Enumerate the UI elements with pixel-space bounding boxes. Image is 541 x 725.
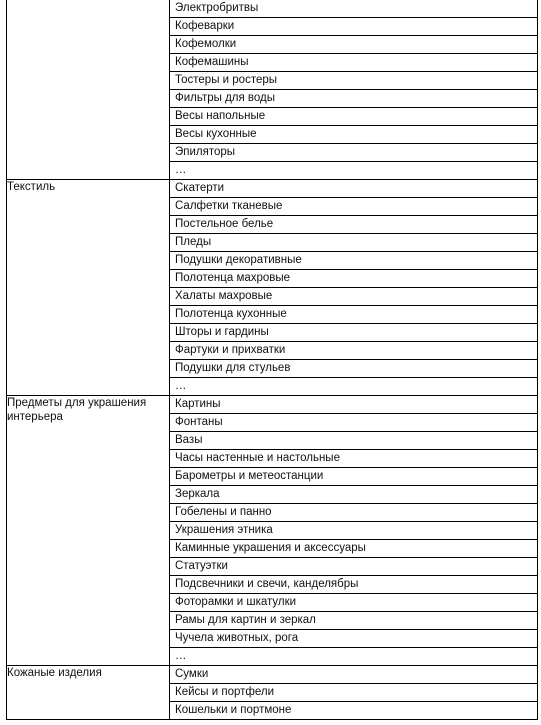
item-row: Постельное белье [170, 215, 537, 233]
item-row: Подушки декоративные [170, 251, 537, 269]
item-row: Рамы для картин и зеркал [170, 611, 537, 629]
category-cell [7, 180, 170, 396]
item-row: Весы напольные [170, 107, 537, 125]
item-row: Каминные украшения и аксессуары [170, 539, 537, 557]
item-row: Кофемашины [170, 53, 537, 71]
item-row: Украшения этника [170, 521, 537, 539]
item-row: Шторы и гардины [170, 323, 537, 341]
item-row: Тостеры и ростеры [170, 71, 537, 89]
category-group-row [7, 396, 538, 666]
item-row: Сумки [175, 668, 209, 680]
category-cell [7, 666, 170, 720]
items-cell [170, 180, 538, 396]
item-row: Статуэтки [170, 557, 537, 575]
category-group-row [7, 666, 538, 720]
item-row: Подушки для стульев [170, 359, 537, 377]
item-row: Кошельки и портмоне [170, 701, 537, 719]
item-row: Кейсы и портфели [170, 683, 537, 701]
items-cell [170, 396, 538, 666]
item-row: Барометры и метеостанции [170, 467, 537, 485]
item-row: Скатерти [175, 182, 225, 194]
item-row: Эпиляторы [170, 143, 537, 161]
item-row: … [170, 647, 537, 665]
item-row: Весы кухонные [170, 125, 537, 143]
item-row: Полотенца махровые [170, 269, 537, 287]
category-table [6, 0, 538, 720]
item-row: Вазы [170, 431, 537, 449]
item-row: Халаты махровые [170, 287, 537, 305]
item-row: … [170, 161, 537, 179]
item-row: Кофеварки [170, 17, 537, 35]
item-row: Фонтаны [170, 413, 537, 431]
item-row: … [170, 377, 537, 395]
category-cell [7, 396, 170, 666]
category-group-row [7, 180, 538, 396]
item-row: Полотенца кухонные [170, 305, 537, 323]
item-row: Картины [175, 398, 221, 410]
category-label: Кожаные изделия [7, 667, 102, 679]
item-row: Фоторамки и шкатулки [170, 593, 537, 611]
item-row: Фартуки и прихватки [170, 341, 537, 359]
category-cell [7, 0, 170, 180]
item-row: Зеркала [170, 485, 537, 503]
item-row: Пледы [170, 233, 537, 251]
item-row: Чучела животных, рога [170, 629, 537, 647]
item-row: Подсвечники и свечи, канделябры [170, 575, 537, 593]
item-row: Фильтры для воды [170, 89, 537, 107]
items-cell [170, 0, 538, 180]
category-label: Текстиль [7, 181, 56, 193]
item-row: Электробритвы [175, 2, 259, 14]
category-group-row [7, 0, 538, 180]
items-cell [170, 666, 538, 720]
item-row: Салфетки тканевые [170, 197, 537, 215]
item-row: Кофемолки [170, 35, 537, 53]
item-row: Гобелены и панно [170, 503, 537, 521]
item-row: Часы настенные и настольные [170, 449, 537, 467]
category-table-body [7, 0, 538, 720]
category-label: Предметы для украшения интерьера [7, 397, 147, 423]
